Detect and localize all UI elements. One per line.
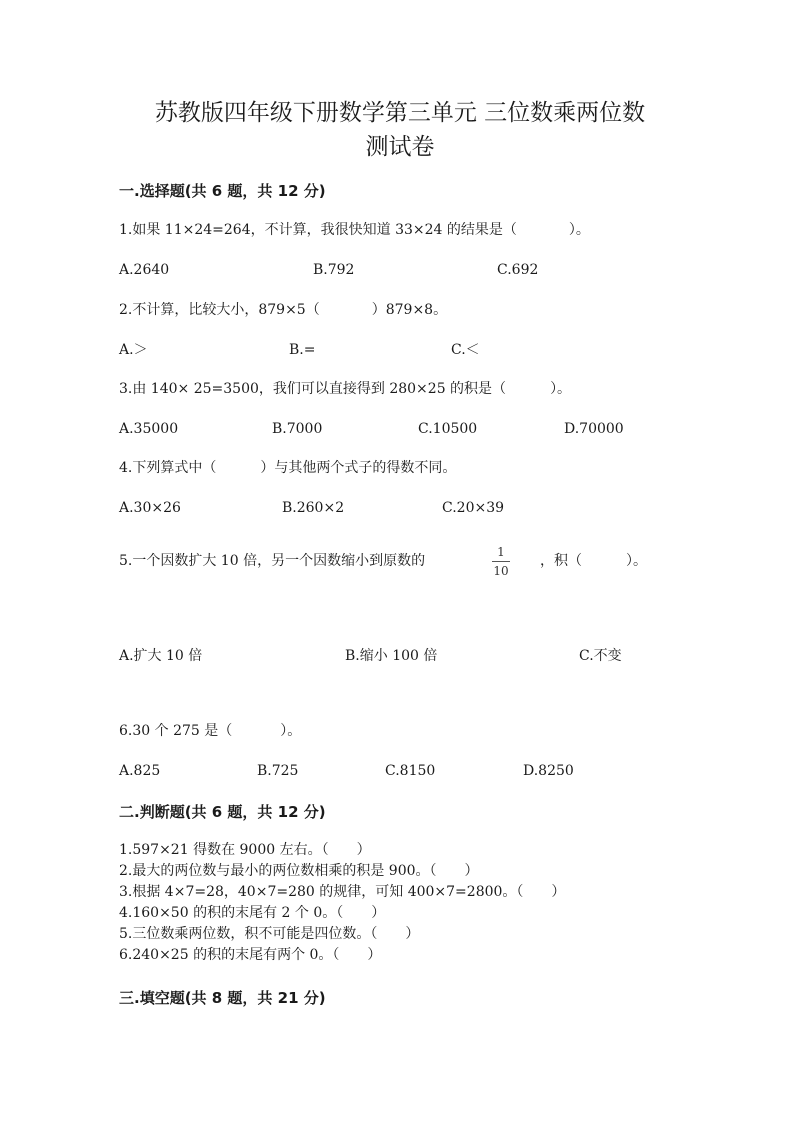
section-choice-heading: 一.选择题(共 6 题，共 12 分) [119, 182, 326, 200]
choice-question-3 [119, 379, 571, 399]
choice-question-5-tail [540, 551, 647, 571]
option-c[interactable]: C.20×39 [442, 500, 505, 516]
option-c[interactable]: C.8150 [385, 763, 436, 779]
question-text: 4.下列算式中（ [119, 460, 217, 476]
option-a[interactable]: A.35000 [119, 421, 179, 437]
page-title: 苏教版四年级下册数学第三单元 三位数乘两位数 [154, 100, 646, 126]
option-a[interactable]: A.＞ [119, 342, 148, 358]
option-b[interactable]: B.792 [313, 262, 355, 278]
option-c[interactable]: C.692 [497, 262, 539, 278]
question-text-mid: ，积（ [540, 553, 582, 569]
judge-item[interactable]: 4.160×50 的积的末尾有 2 个 0。（ ） [119, 905, 386, 921]
fraction-numerator: 1 [497, 545, 505, 559]
option-b[interactable]: B.= [289, 342, 316, 358]
fraction-denominator: 10 [493, 564, 509, 578]
section-fill-heading: 三.填空题(共 8 题，共 21 分) [119, 989, 326, 1007]
option-b[interactable]: B.缩小 100 倍 [345, 648, 438, 664]
choice-question-5 [119, 551, 425, 571]
option-a[interactable]: A.825 [119, 763, 161, 779]
page-title-line2: 测试卷 [365, 134, 435, 160]
question-text-end: ）与其他两个式子的得数不同。 [260, 460, 457, 476]
fraction-bar [492, 561, 510, 562]
choice-question-4 [119, 458, 456, 478]
question-text-end: ）。 [280, 723, 302, 739]
question-text: 5.一个因数扩大 10 倍，另一个因数缩小到原数的 [119, 553, 426, 569]
option-a[interactable]: A.扩大 10 倍 [119, 648, 203, 664]
option-b[interactable]: B.725 [257, 763, 299, 779]
question-text-end: ）。 [550, 381, 572, 397]
question-text-end: ）。 [626, 553, 647, 569]
judge-item[interactable]: 3.根据 4×7=28，40×7=280 的规律，可知 400×7=2800。（ ） [119, 884, 566, 900]
option-a[interactable]: A.2640 [119, 262, 170, 278]
choice-question-1 [119, 220, 590, 240]
option-c[interactable]: C.不变 [579, 648, 622, 664]
choice-question-6 [119, 721, 301, 741]
judge-item[interactable]: 1.597×21 得数在 9000 左右。（ ） [119, 842, 371, 858]
option-d[interactable]: D.70000 [564, 421, 624, 437]
option-a[interactable]: A.30×26 [119, 500, 181, 516]
option-b[interactable]: B.7000 [272, 421, 323, 437]
question-text: 6.30 个 275 是（ [119, 723, 233, 739]
question-text-end: ）。 [568, 222, 590, 238]
question-text: 1.如果 11×24=264，不计算，我很快知道 33×24 的结果是（ [119, 222, 517, 238]
question-text: 3.由 140× 25=3500，我们可以直接得到 280×25 的积是（ [119, 381, 507, 397]
option-b[interactable]: B.260×2 [282, 500, 345, 516]
judge-item[interactable]: 5.三位数乘两位数，积不可能是四位数。（ ） [119, 926, 420, 942]
option-c[interactable]: C.＜ [451, 342, 480, 358]
fraction-one-tenth [490, 545, 512, 578]
option-d[interactable]: D.8250 [523, 763, 574, 779]
option-c[interactable]: C.10500 [418, 421, 478, 437]
judge-item[interactable]: 6.240×25 的积的末尾有两个 0。（ ） [119, 947, 382, 963]
choice-question-2 [119, 300, 447, 320]
question-text-end: ）879×8。 [371, 302, 448, 318]
question-text: 2.不计算，比较大小，879×5（ [119, 302, 320, 318]
section-judge-heading: 二.判断题(共 6 题，共 12 分) [119, 803, 326, 821]
judge-item[interactable]: 2.最大的两位数与最小的两位数相乘的积是 900。（ ） [119, 863, 479, 879]
